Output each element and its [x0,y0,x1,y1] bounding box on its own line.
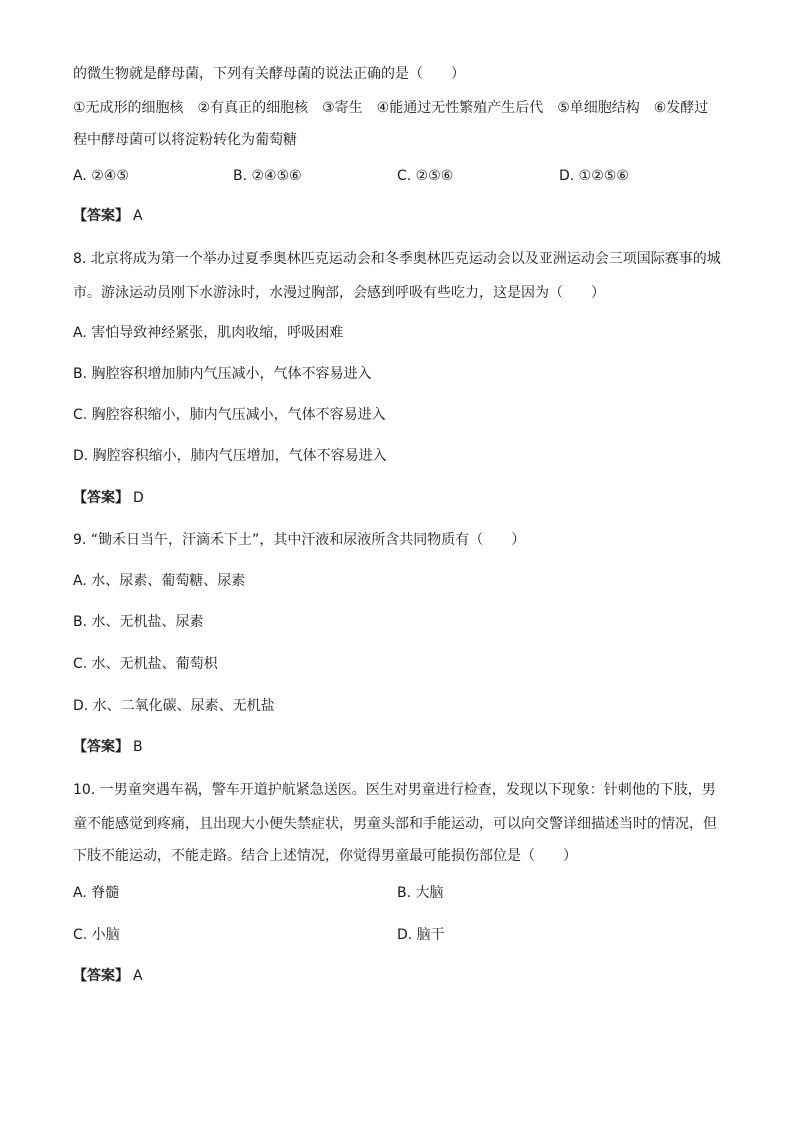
q9-option-d: D. 水、二氧化碳、尿素、无机盐 [73,698,275,714]
q7-answer-tag: 【答案】 [73,208,129,224]
q10-stem-line-3: 下肢不能运动，不能走路。结合上述情况，你觉得男童最可能损伤部位是（ ） [73,848,577,864]
q7-stem-line-2: ①无成形的细胞核 ②有真正的细胞核 ③寄生 ④能通过无性繁殖产生后代 ⑤单细胞结构 ⑥发酵过 [73,100,709,116]
q7-option-c: C. ②⑤⑥ [397,168,454,184]
q10-option-a: A. 脊髓 [73,885,120,901]
q7-stem-line-3: 程中酵母菌可以将淀粉转化为葡萄糖 [73,132,297,148]
q8-answer-value: D [133,490,144,506]
q9-option-c: C. 水、无机盐、葡萄枳 [73,656,218,672]
q7-stem-line-1: 的微生物就是酵母菌，下列有关酵母菌的说法正确的是（ ） [73,66,465,82]
q10-stem-line-1: 10. 一男童突遇车祸，警车开道护航紧急送医。医生对男童进行检查，发现以下现象：针刺他的下肢，男 [73,782,716,798]
q8-stem-line-2: 市。游泳运动员刚下水游泳时，水漫过胸部，会感到呼吸有些吃力，这是因为（ ） [73,285,605,301]
q7-option-b: B. ②④⑤⑥ [233,168,302,184]
q10-stem-line-2: 童不能感觉到疼痛，且出现大小便失禁症状，男童头部和手能运动，可以向交警详细描述当时的情况，但 [73,816,717,832]
q8-answer-tag: 【答案】 [73,490,129,506]
q10-answer-tag: 【答案】 [73,968,129,984]
q10-option-d: D. 脑干 [397,927,445,943]
q10-option-c: C. 小脑 [73,927,120,943]
q7-answer-value: A [133,208,143,224]
q9-answer-tag: 【答案】 [73,739,129,755]
q8-option-a: A. 害怕导致神经紧张，肌肉收缩，呼吸困难 [73,325,344,341]
q10-answer-value: A [133,968,143,984]
q9-option-a: A. 水、尿素、葡萄糖、尿素 [73,573,246,589]
q8-stem-line-1: 8. 北京将成为第一个举办过夏季奥林匹克运动会和冬季奥林匹克运动会以及亚洲运动会三项国际赛事的城 [73,251,721,267]
q9-option-b: B. 水、无机盐、尿素 [73,614,204,630]
q7-answer [73,206,143,226]
q8-option-b: B. 胸腔容积增加肺内气压减小，气体不容易进入 [73,366,372,382]
q7-option-d: D. ①②⑤⑥ [559,168,629,184]
q9-answer [73,737,143,757]
q7-option-a: A. ②④⑤ [73,168,129,184]
q10-option-b: B. 大脑 [397,885,444,901]
q8-option-d: D. 胸腔容积缩小，肺内气压增加，气体不容易进入 [73,448,387,464]
q9-answer-value: B [133,739,143,755]
q8-answer [73,488,144,508]
q8-option-c: C. 胸腔容积缩小，肺内气压减小，气体不容易进入 [73,407,386,423]
q10-answer [73,966,143,986]
q9-stem-line-1: 9. “锄禾日当午，汗滴禾下土”，其中汗液和尿液所含共同物质有（ ） [73,532,526,548]
